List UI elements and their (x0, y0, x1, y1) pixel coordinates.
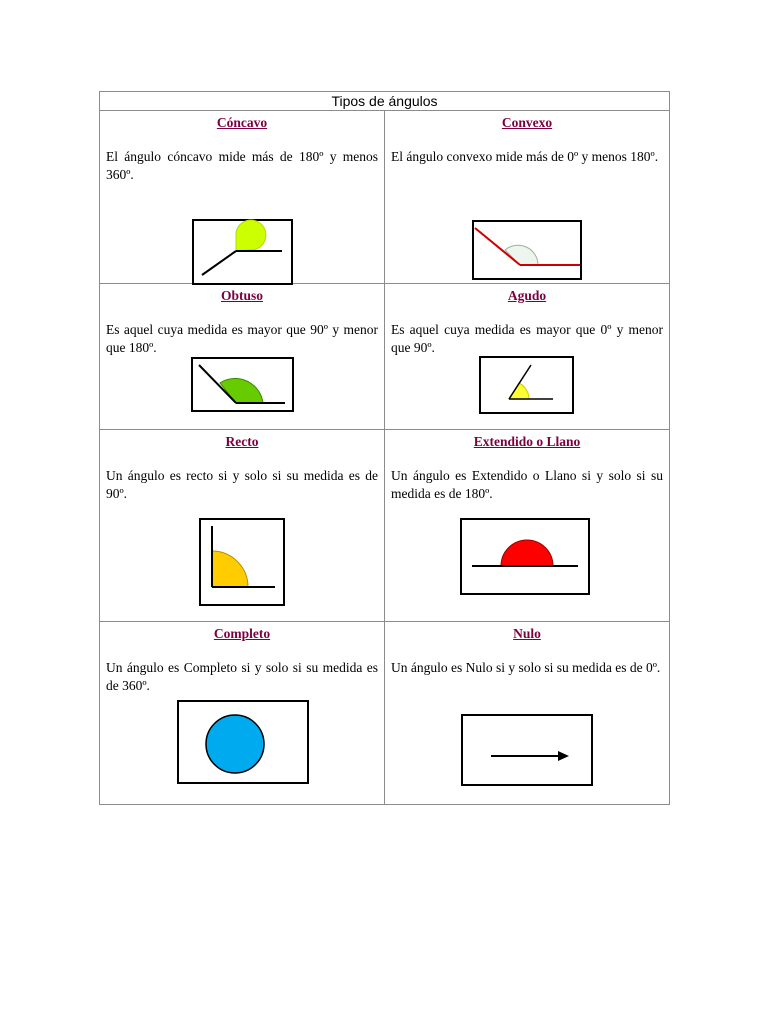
cell-convexo (385, 111, 670, 284)
recto-angle-diagram (199, 518, 287, 608)
completo-circle (206, 715, 264, 773)
cell-nulo (385, 622, 670, 805)
text-obtuso: Es aquel cuya medida es mayor que 90º y menor que 180º. (106, 322, 378, 355)
nulo-angle-diagram (461, 714, 595, 788)
cell-llano (385, 430, 670, 622)
cell-concavo (100, 111, 385, 284)
cell-obtuso (100, 284, 385, 430)
heading-agudo: Agudo (507, 288, 547, 303)
table-title: Tipos de ángulos (100, 92, 670, 111)
heading-convexo: Convexo (501, 115, 553, 130)
text-nulo: Un ángulo es Nulo si y solo si su medida es de 0º. (391, 660, 661, 675)
obtuso-angle-diagram (191, 357, 295, 413)
text-completo: Un ángulo es Completo si y solo si su medida es de 360º. (106, 660, 378, 693)
heading-completo: Completo (213, 626, 271, 641)
heading-concavo: Cóncavo (216, 115, 268, 130)
angle-types-table (99, 91, 670, 805)
text-concavo: El ángulo cóncavo mide más de 180º y menos 360º. (106, 149, 378, 182)
cell-completo (100, 622, 385, 805)
cell-agudo (385, 284, 670, 430)
cell-recto (100, 430, 385, 622)
heading-llano: Extendido o Llano (473, 434, 581, 449)
completo-angle-diagram (177, 700, 311, 786)
concavo-angle-diagram (192, 219, 294, 287)
heading-nulo: Nulo (513, 626, 541, 641)
concavo-arc (236, 220, 266, 251)
convexo-angle-diagram (472, 220, 584, 282)
text-agudo: Es aquel cuya medida es mayor que 0º y menor que 90º. (391, 322, 664, 355)
text-convexo: El ángulo convexo mide más de 0º y menos 180º. (391, 149, 659, 164)
heading-obtuso: Obtuso (220, 288, 264, 303)
agudo-angle-diagram (479, 356, 575, 416)
text-recto: Un ángulo es recto si y solo si su medida es de 90º. (106, 468, 378, 501)
heading-recto: Recto (225, 434, 259, 449)
text-llano: Un ángulo es Extendido o Llano si y solo si su medida es de 180º. (391, 468, 664, 501)
llano-angle-diagram (460, 518, 592, 598)
